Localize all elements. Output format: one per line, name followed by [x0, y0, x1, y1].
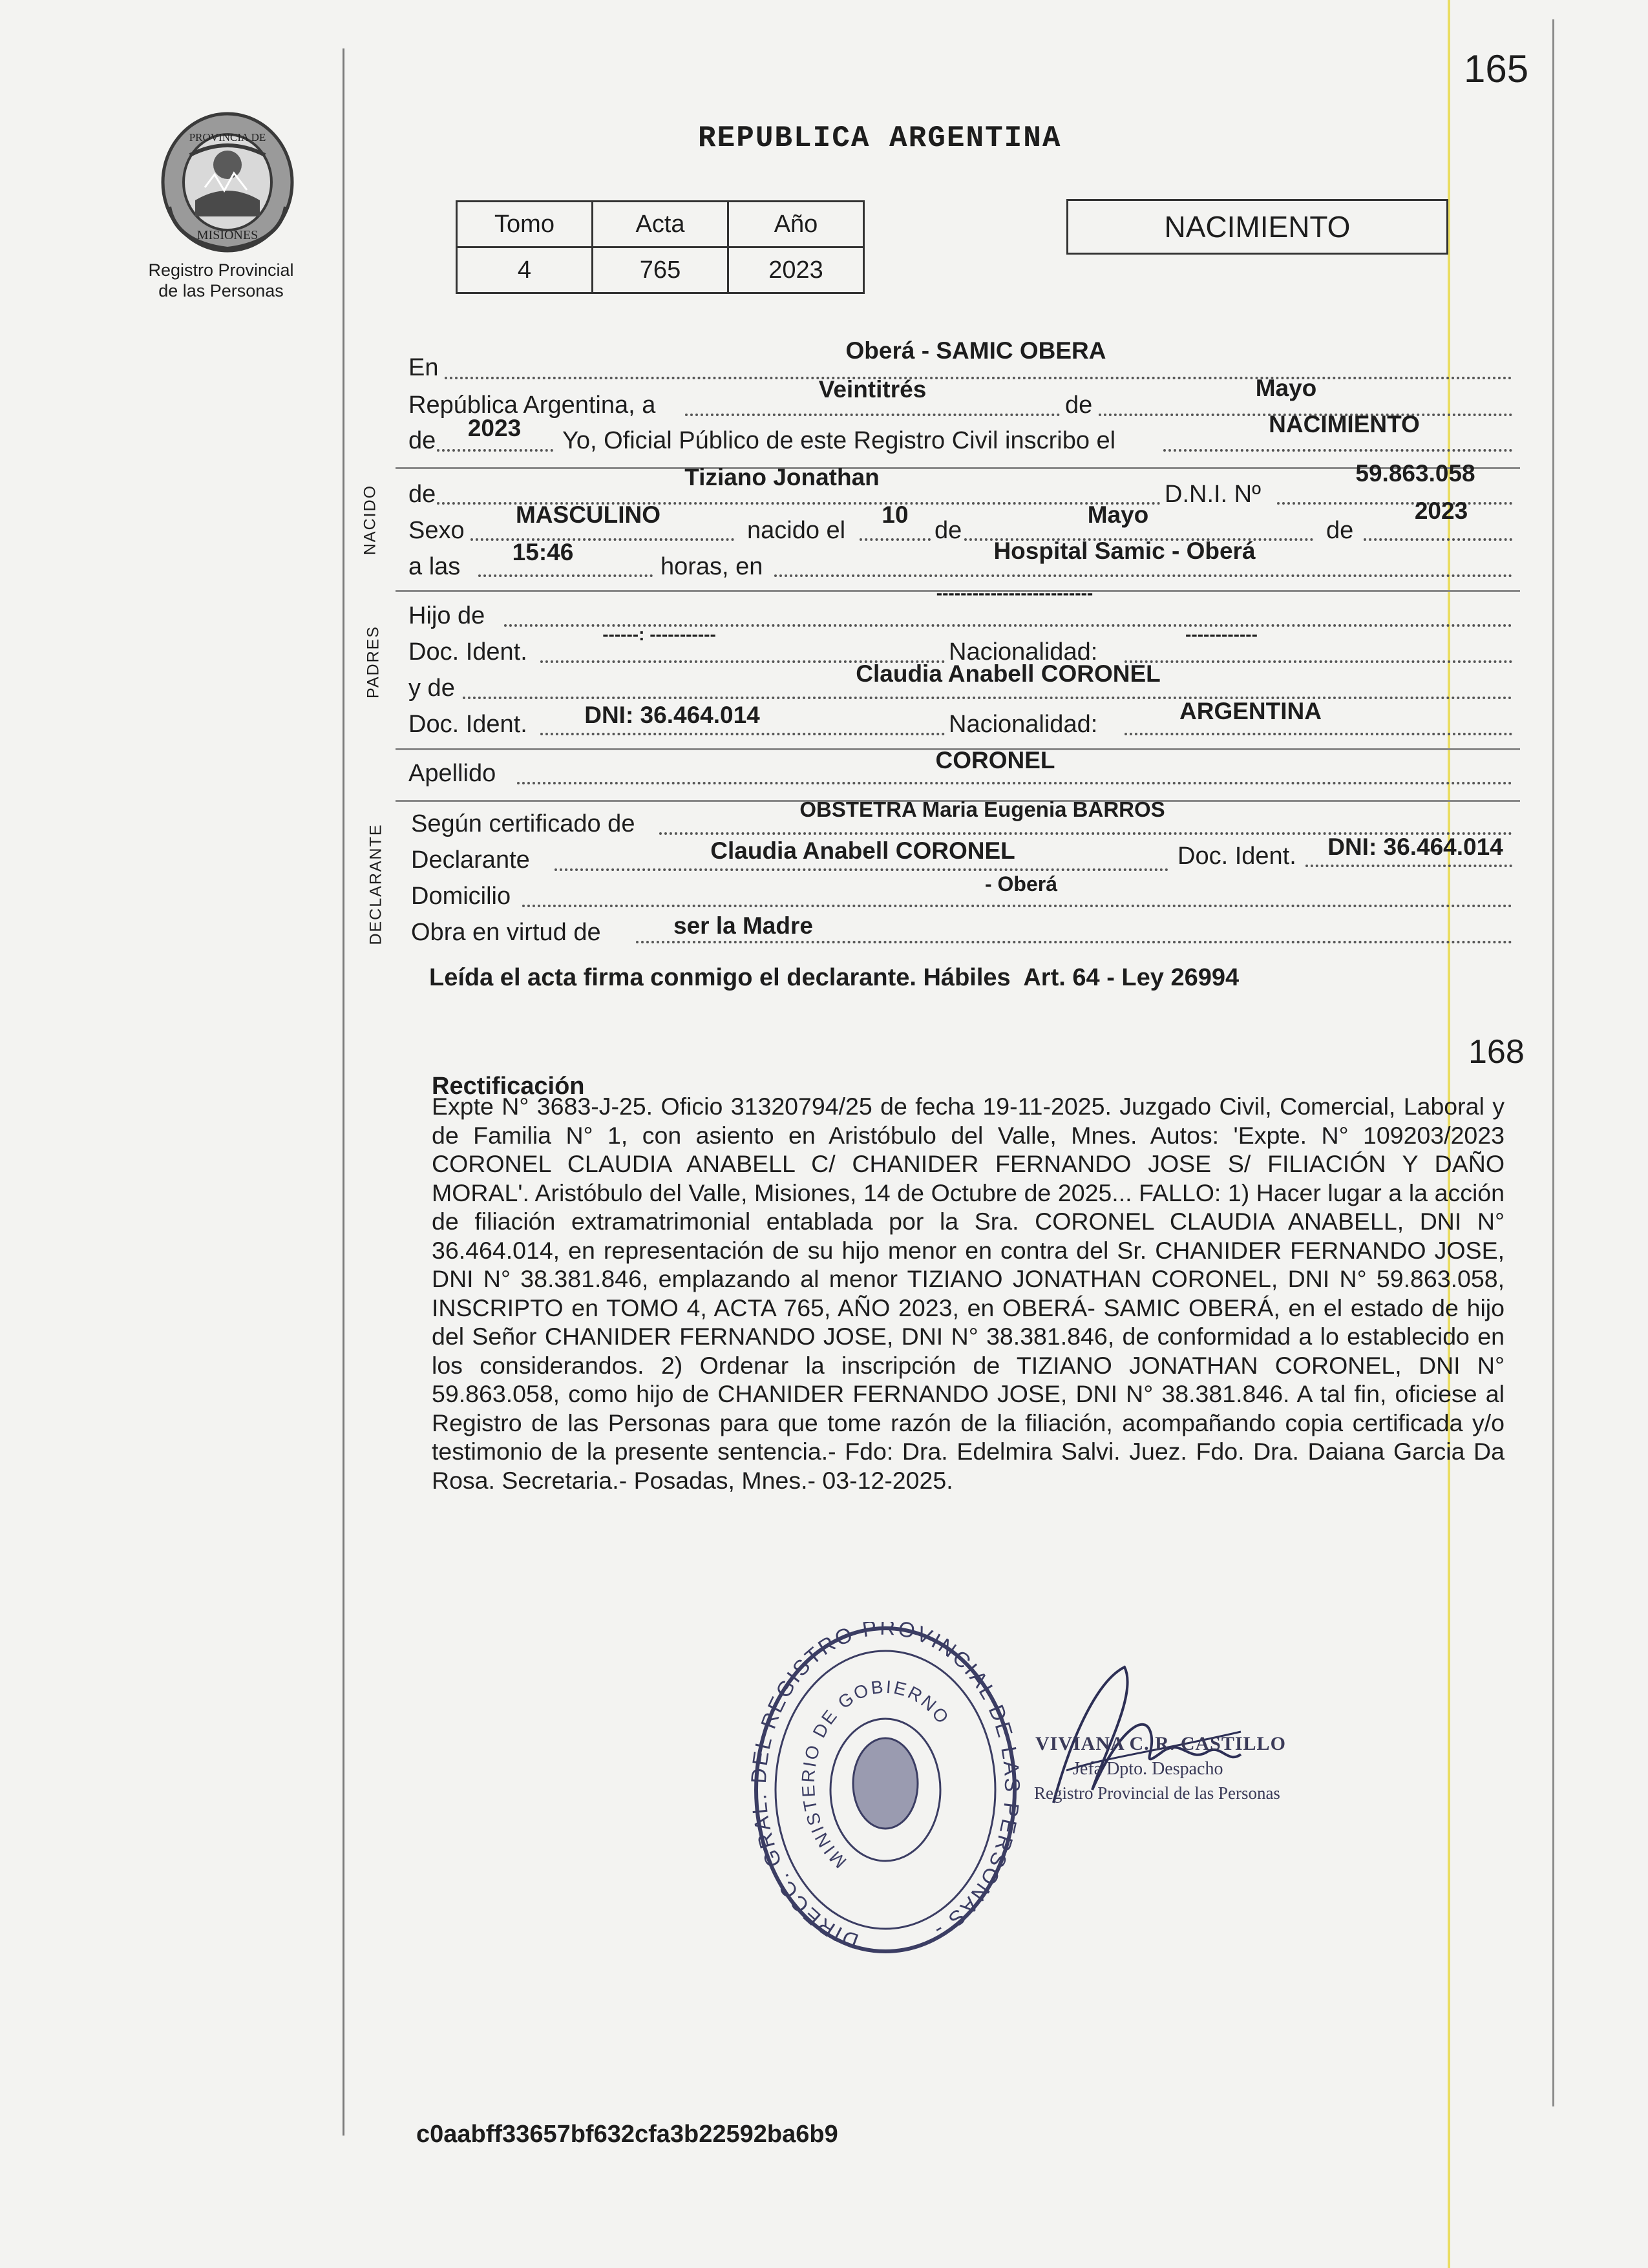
- dots-acto: [1163, 449, 1512, 452]
- page-number-top: 165: [1464, 47, 1529, 90]
- value-madre-nac: ARGENTINA: [1179, 698, 1322, 724]
- label-sexo: Sexo: [408, 517, 465, 544]
- label-en: En: [408, 354, 439, 381]
- dots-declarante: [555, 868, 1168, 871]
- label-yo-oficial: Yo, Oficial Público de este Registro Civil inscribo el: [562, 427, 1116, 454]
- value-sexo: MASCULINO: [515, 501, 661, 528]
- label-de-anio: de: [408, 427, 436, 454]
- svg-text:MISIONES: MISIONES: [196, 228, 259, 242]
- signatory-role: Jefa Dpto. Despacho: [1073, 1759, 1223, 1779]
- value-hora: 15:46: [512, 539, 574, 565]
- logo-caption-line1: Registro Provincial: [148, 260, 294, 280]
- document-hash: c0aabff33657bf632cfa3b22592ba6b9: [416, 2121, 838, 2148]
- label-nacido-el: nacido el: [747, 517, 846, 544]
- label-doc-ident-2: Doc. Ident.: [408, 711, 527, 738]
- official-stamp: [750, 1622, 1021, 1958]
- label-nacionalidad-2: Nacionalidad:: [949, 711, 1098, 738]
- value-lugar-nac: Hospital Samic - Oberá: [993, 538, 1256, 564]
- right-margin-rule: [1552, 19, 1554, 2106]
- dots-madre: [463, 697, 1512, 699]
- dots-madre-doc: [540, 733, 945, 735]
- label-obra-virtud: Obra en virtud de: [411, 919, 601, 946]
- dots-declarante-doc: [1305, 865, 1512, 867]
- rectificacion-title: Rectificación: [432, 1073, 585, 1100]
- dots-anio: [437, 449, 553, 452]
- label-a-las: a las: [408, 553, 461, 580]
- label-declarante: Declarante: [411, 846, 530, 874]
- value-tomo: 4: [457, 247, 593, 293]
- value-domicilio: - Oberá: [984, 872, 1058, 896]
- header-acta: Acta: [593, 202, 728, 247]
- label-hijo-de: Hijo de: [408, 602, 485, 629]
- signature-block: [1028, 1654, 1338, 1822]
- label-de-dia: de: [935, 517, 962, 544]
- logo-caption: [124, 260, 318, 301]
- value-madre-doc: DNI: 36.464.014: [584, 702, 760, 728]
- value-padre-doc: ------: -----------: [602, 624, 716, 644]
- label-dni: D.N.I. Nº: [1165, 481, 1261, 508]
- value-declarante: Claudia Anabell CORONEL: [710, 837, 1015, 864]
- label-republica: República Argentina, a: [408, 392, 656, 419]
- svg-text:PROVINCIA DE: PROVINCIA DE: [189, 131, 266, 143]
- header-anio: Año: [728, 202, 864, 247]
- value-madre: Claudia Anabell CORONEL: [856, 660, 1161, 687]
- rectificacion-body: Expte N° 3683-J-25. Oficio 31320794/25 de fecha 19-11-2025. Juzgado Civil, Comercial, Laboral y de Familia N° 1, con asiento en Aristóbulo del Valle, Mnes. Autos: 'Expte. N° 109203/2023 CORONEL CLAUDIA ANABELL C/ CHANIDER FERNANDO JOSE S/ FILIACIÓN Y DAÑO MORAL'. Aristóbulo del Valle, Misiones, 14 de Octubre de 2025... FALLO: 1) Hacer lugar a la acción de filiación extramatrimonial entablada por la Sra. CORONEL CLAUDIA ANABELL, DNI N° 36.464.014, en representación de su hijo menor en contra del Sr. CHANIDER FERNANDO JOSE, DNI N° 38.381.846, emplazando al menor TIZIANO JONATHAN CORONEL, DNI N° 59.863.058, INSCRIPTO en TOMO 4, ACTA 765, AÑO 2023, en OBERÁ- SAMIC OBERÁ, en el estado de hijo del Señor CHANIDER FERNANDO JOSE, DNI N° 38.381.846, de conformidad a lo establecido en los considerandos. 2) Ordenar la inscripción de TIZIANO JONATHAN CORONEL, DNI N° 59.863.058, como hijo de CHANIDER FERNANDO JOSE, DNI N° 38.381.846. A tal fin, oficiese al Registro de las Personas para que tome razón de la filiación, acompañando copia certificada y/o testimonio de la presente sentencia.- Fdo: Dra. Edelmira Salvi. Juez. Fdo. Dra. Daiana Garcia Da Rosa. Secretaria.- Posadas, Mnes.- 03-12-2025.: [432, 1093, 1505, 1494]
- label-doc-ident-1: Doc. Ident.: [408, 638, 527, 666]
- header-tomo: Tomo: [457, 202, 593, 247]
- label-apellido: Apellido: [408, 760, 496, 787]
- value-anio-nac: 2023: [1414, 498, 1468, 524]
- signatory-office: Registro Provincial de las Personas: [1034, 1783, 1280, 1803]
- value-lugar: Oberá - SAMIC OBERA: [845, 337, 1106, 364]
- dots-hora: [478, 574, 653, 577]
- record-reference-table: [456, 200, 865, 294]
- seal-icon: [150, 110, 305, 255]
- value-dni: 59.863.058: [1355, 460, 1475, 487]
- page-number-mid: 168: [1468, 1033, 1525, 1071]
- value-dia-nac: 10: [882, 501, 909, 528]
- dots-apellido: [517, 782, 1512, 784]
- value-acto: NACIMIENTO: [1269, 411, 1420, 437]
- province-seal-logo: [150, 110, 305, 255]
- logo-caption-line2: de las Personas: [158, 281, 284, 300]
- dots-lugar-nac: [774, 574, 1512, 577]
- value-nombre: Tiziano Jonathan: [684, 464, 880, 490]
- svg-text:DIRECC. GRAL. DEL REGISTRO PRO: DIRECC. GRA EL REGISTRO PROVINCIAL DE L ERSONAS -: [750, 1622, 1021, 1954]
- value-declarante-doc: DNI: 36.464.014: [1327, 834, 1503, 860]
- svg-text:MINISTERIO DE GOBIERNO: MINISTERIO DE GOBIERNO: [798, 1676, 954, 1873]
- dots-domicilio: [522, 905, 1512, 907]
- dots-anio-nac: [1364, 538, 1512, 541]
- label-horas-en: horas, en: [660, 553, 763, 580]
- label-segun-cert: Según certificado de: [411, 810, 635, 837]
- value-anio: 2023: [728, 247, 864, 293]
- dots-dia: [685, 414, 1060, 416]
- value-anio: 2023: [467, 415, 522, 441]
- signatory-name: VIVIANA C. R. CASTILLO: [1035, 1733, 1286, 1754]
- stamp-seal-icon: [750, 1622, 1021, 1958]
- value-padre-nac: ------------: [1185, 624, 1258, 644]
- value-mes-nac: Mayo: [1087, 501, 1149, 528]
- label-de-nombre: de: [408, 481, 436, 508]
- value-padre: --------------------------: [936, 583, 1093, 603]
- value-acta: 765: [593, 247, 728, 293]
- value-apellido: CORONEL: [935, 747, 1055, 773]
- dots-madre-nac: [1125, 733, 1512, 735]
- dots-dia-nac: [860, 538, 931, 541]
- document-title: REPUBLICA ARGENTINA: [698, 121, 1062, 155]
- left-margin-rule: [343, 48, 344, 2136]
- label-doc-ident-decl: Doc. Ident.: [1178, 843, 1296, 870]
- label-de-anio-nac: de: [1326, 517, 1354, 544]
- dots-obra-virtud: [636, 941, 1512, 943]
- label-de-mes: de: [1065, 392, 1093, 419]
- value-mes: Mayo: [1255, 375, 1317, 401]
- record-type-box: NACIMIENTO: [1066, 199, 1448, 255]
- label-y-de: y de: [408, 675, 455, 702]
- value-certificado: OBSTETRA Maria Eugenia BARROS: [799, 797, 1165, 821]
- section-label-declarante: DECLARANTE: [366, 823, 385, 945]
- section-label-nacido: NACIDO: [361, 484, 379, 556]
- closing-statement: Leída el acta firma conmigo el declarante. Hábiles Art. 64 - Ley 26994: [429, 964, 1240, 991]
- label-domicilio: Domicilio: [411, 883, 511, 910]
- value-obra-virtud: ser la Madre: [673, 912, 813, 939]
- label-nacionalidad-1: Nacionalidad:: [949, 638, 1098, 666]
- value-dia-texto: Veintitrés: [818, 376, 927, 403]
- section-label-padres: PADRES: [364, 625, 383, 698]
